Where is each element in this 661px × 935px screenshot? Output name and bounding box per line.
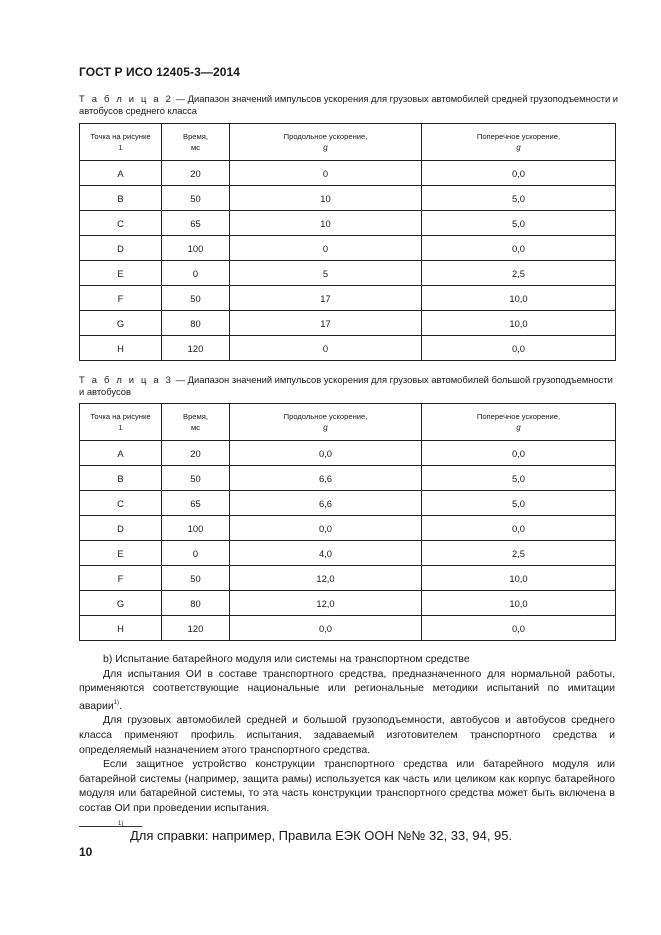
table-cell: 120	[162, 336, 230, 361]
table-cell: 0	[230, 161, 422, 186]
footnote-ref: 1)	[113, 699, 120, 706]
table-cell: 0,0	[230, 441, 422, 466]
table-cell: 10,0	[422, 566, 616, 591]
table-cell: 0,0	[422, 516, 616, 541]
table-cell: 50	[162, 466, 230, 491]
table-cell: 5	[230, 261, 422, 286]
column-header	[422, 124, 616, 161]
table-cell: 5,0	[422, 186, 616, 211]
table-cell: 65	[162, 491, 230, 516]
table-row	[80, 441, 616, 466]
table-row	[80, 211, 616, 236]
table-row	[80, 566, 616, 591]
table-row	[80, 311, 616, 336]
table-cell: B	[80, 186, 162, 211]
table2-caption	[79, 93, 619, 117]
table3-caption-text: — Диапазон значений импульсов ускорения для грузовых автомобилей большой грузоподъемности и автобусов	[79, 374, 613, 397]
table-cell: E	[80, 541, 162, 566]
table-cell: 100	[162, 236, 230, 261]
table-cell: 17	[230, 286, 422, 311]
table-cell: 80	[162, 591, 230, 616]
table-cell: 0,0	[422, 236, 616, 261]
table-cell: 6,6	[230, 491, 422, 516]
table-cell: 2,5	[422, 261, 616, 286]
footnote-mark: 1)	[118, 821, 124, 827]
table-cell: 5,0	[422, 466, 616, 491]
table2-caption-label: Т а б л и ц а 2	[79, 93, 174, 104]
column-header	[162, 124, 230, 161]
column-header	[162, 404, 230, 441]
table-cell: 2,5	[422, 541, 616, 566]
table-cell: 0	[162, 261, 230, 286]
table-cell: 0,0	[422, 441, 616, 466]
table-cell: G	[80, 591, 162, 616]
column-header-sub: мс	[190, 423, 201, 432]
table-row	[80, 261, 616, 286]
column-header-sub: 1	[118, 143, 123, 152]
column-header-unit: g	[323, 143, 328, 152]
column-header	[422, 404, 616, 441]
table3-caption-label: Т а б л и ц а 3	[79, 374, 174, 385]
column-header-sub: мс	[190, 143, 201, 152]
table-cell: 0	[162, 541, 230, 566]
table-cell: H	[80, 336, 162, 361]
table-body	[80, 441, 616, 641]
table-cell: 4,0	[230, 541, 422, 566]
column-header	[230, 404, 422, 441]
table-cell: 6,6	[230, 466, 422, 491]
table-cell: 20	[162, 161, 230, 186]
column-header-unit: g	[516, 143, 521, 152]
table-row	[80, 541, 616, 566]
table-cell: E	[80, 261, 162, 286]
table-2	[79, 123, 616, 361]
table-cell: D	[80, 236, 162, 261]
paragraph: Если защитное устройство конструкции транспортного средства или батарейного модуля или батарейной системы (например, защита рамы) используется как часть или целиком как корпус батарейного модуля или батарейной системы, то эта часть конструкции транспортного средства может быть включена в состав ОИ при проведении испытания.	[79, 758, 615, 814]
table-row	[80, 161, 616, 186]
table-cell: 5,0	[422, 491, 616, 516]
column-header-label: Продольное ускорение,	[283, 412, 368, 421]
footnote-text: Для справки: например, Правила ЕЭК ООН №№ 32, 33, 94, 95.	[130, 828, 513, 843]
column-header-unit: g	[516, 423, 521, 432]
column-header-label: Поперечное ускорение,	[476, 132, 561, 141]
table-cell: 65	[162, 211, 230, 236]
column-header-label: Время,	[183, 132, 208, 141]
table-body	[80, 161, 616, 361]
table-cell: 10	[230, 211, 422, 236]
table-cell: 100	[162, 516, 230, 541]
column-header-sub: 1	[118, 423, 123, 432]
paragraph	[79, 667, 615, 714]
table-cell: 12,0	[230, 566, 422, 591]
table3-caption	[79, 374, 619, 398]
column-header-label: Продольное ускорение,	[283, 132, 368, 141]
table-row	[80, 186, 616, 211]
table-cell: 0,0	[422, 161, 616, 186]
table-cell: 20	[162, 441, 230, 466]
paragraph-end: .	[119, 699, 122, 712]
table-row	[80, 591, 616, 616]
table-cell: D	[80, 516, 162, 541]
table-cell: 17	[230, 311, 422, 336]
table-cell: 10,0	[422, 286, 616, 311]
table-cell: A	[80, 441, 162, 466]
table-header-row	[80, 124, 616, 161]
table-cell: H	[80, 616, 162, 641]
table-row	[80, 466, 616, 491]
table-cell: 50	[162, 286, 230, 311]
column-header-label: Точка на рисунке	[90, 412, 151, 421]
table2-caption-text: — Диапазон значений импульсов ускорения для грузовых автомобилей средней грузоподъемности и автобусов среднего класса	[79, 93, 619, 116]
table-cell: 5,0	[422, 211, 616, 236]
table-cell: B	[80, 466, 162, 491]
table-cell: 0	[230, 236, 422, 261]
table-cell: 10,0	[422, 591, 616, 616]
table-cell: 0	[230, 336, 422, 361]
table-cell: F	[80, 286, 162, 311]
table-cell: 10	[230, 186, 422, 211]
table-row	[80, 236, 616, 261]
table-row	[80, 516, 616, 541]
column-header	[230, 124, 422, 161]
column-header-label: Время,	[183, 412, 208, 421]
table-row	[80, 286, 616, 311]
column-header-unit: g	[323, 423, 328, 432]
table-cell: 50	[162, 566, 230, 591]
table-row	[80, 336, 616, 361]
table-cell: 12,0	[230, 591, 422, 616]
table-cell: 80	[162, 311, 230, 336]
table-cell: 0,0	[230, 616, 422, 641]
table-3	[79, 403, 616, 641]
page-number: 10	[79, 845, 93, 859]
table-cell: G	[80, 311, 162, 336]
table-row	[80, 616, 616, 641]
paragraph: Для грузовых автомобилей средней и большой грузоподъемности, автобусов и автобусов среднего класса применяют профиль испытания, задаваемый изготовителем транспортного средства и определяемый назначением этого транспортного средства.	[79, 714, 615, 756]
column-header-label: Поперечное ускорение,	[476, 412, 561, 421]
table-cell: 0,0	[422, 336, 616, 361]
table-cell: 120	[162, 616, 230, 641]
body-text	[79, 652, 615, 816]
table-cell: A	[80, 161, 162, 186]
table-cell: 50	[162, 186, 230, 211]
table-header-row	[80, 404, 616, 441]
document-header: ГОСТ Р ИСО 12405-3—2014	[79, 65, 241, 79]
paragraph-text: Для испытания ОИ в составе транспортного средства, предназначенного для нормальной работы, применяются соответствующие национальные или региональные методики испытаний по имитации аварии	[79, 667, 615, 712]
footnote-divider	[79, 826, 142, 827]
table-cell: F	[80, 566, 162, 591]
table-cell: 0,0	[230, 516, 422, 541]
section-subheading: b) Испытание батарейного модуля или системы на транспортном средстве	[103, 653, 470, 665]
column-header-label: Точка на рисунке	[90, 132, 151, 141]
table-cell: C	[80, 491, 162, 516]
column-header	[80, 404, 162, 441]
table-cell: 0,0	[422, 616, 616, 641]
table-cell: C	[80, 211, 162, 236]
column-header	[80, 124, 162, 161]
table-row	[80, 491, 616, 516]
table-cell: 10,0	[422, 311, 616, 336]
